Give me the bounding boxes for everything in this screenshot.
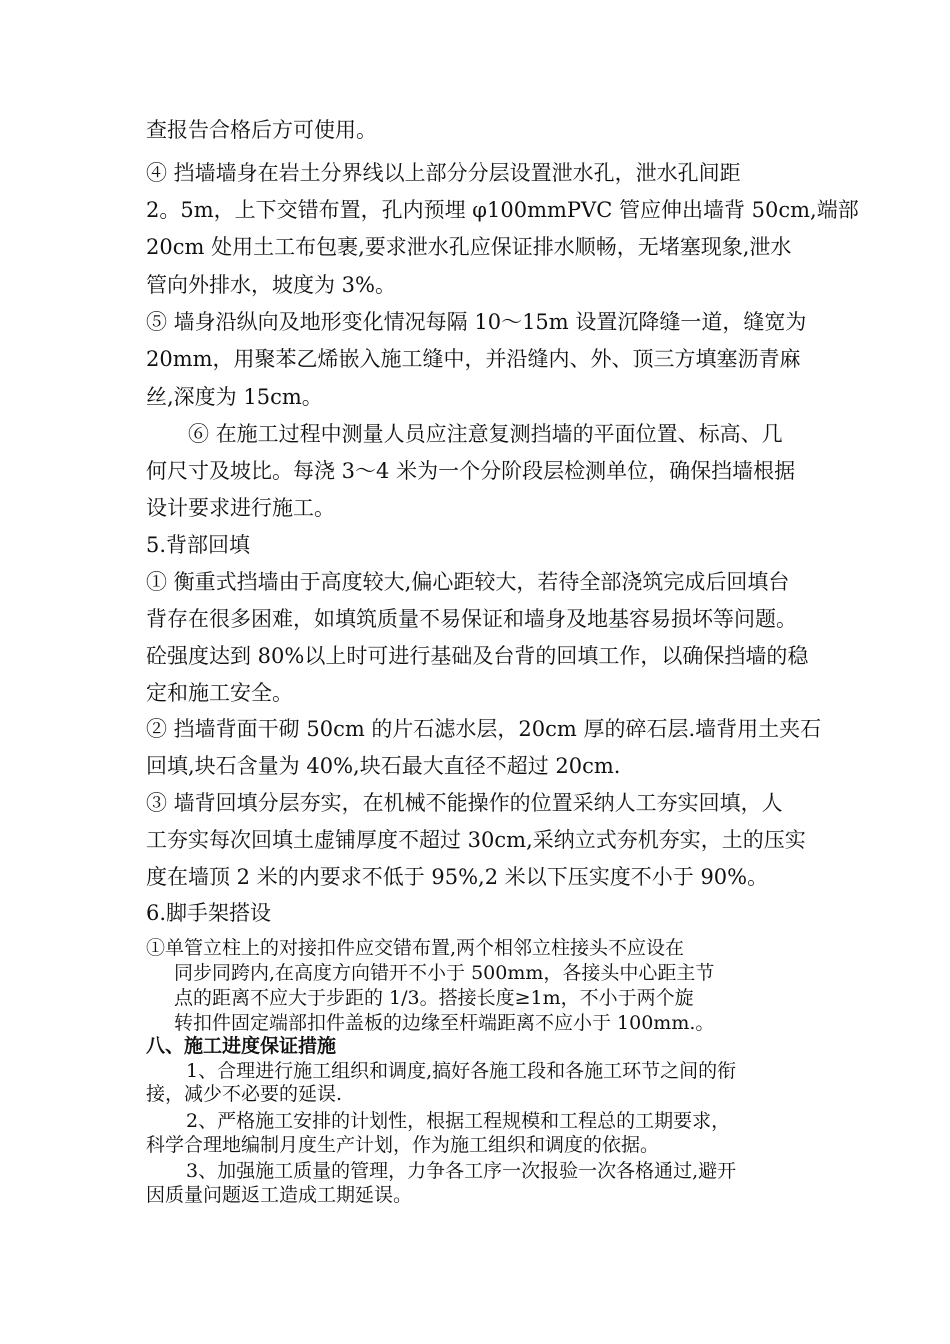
- text-line: ④ 挡墙墙身在岩土分界线以上部分分层设置泄水孔，泄水孔间距: [146, 161, 741, 185]
- text-line: 3、加强施工质量的管理，力争各工序一次报验一次各格通过,避开: [186, 1160, 737, 1182]
- text-line: 20cm 处用土工布包裹,要求泄水孔应保证排水顺畅，无堵塞现象,泄水: [146, 235, 792, 259]
- text-line: 砼强度达到 80%以上时可进行基础及台背的回填工作，以确保挡墙的稳: [146, 644, 809, 668]
- text-line: 1、合理进行施工组织和调度,搞好各施工段和各施工环节之间的衔: [186, 1060, 737, 1082]
- text-line: 2。5m，上下交错布置，孔内预埋 φ100mmPVC 管应伸出墙背 50cm,端部: [146, 198, 859, 222]
- text-line: ② 挡墙背面干砌 50cm 的片石滤水层，20cm 厚的碎石层.墙背用土夹石: [146, 717, 822, 741]
- text-line: 度在墙顶 2 米的内要求不低于 95%,2 米以下压实度不小于 90%。: [146, 865, 769, 889]
- text-line: ⑥ 在施工过程中测量人员应注意复测挡墙的平面位置、标高、几: [188, 422, 783, 446]
- text-line: 查报告合格后方可使用。: [146, 118, 377, 142]
- text-line: 何尺寸及坡比。每浇 3～4 米为一个分阶段层检测单位，确保挡墙根据: [146, 459, 796, 483]
- section-heading: 5.背部回填: [146, 533, 251, 557]
- text-line: 管向外排水，坡度为 3%。: [146, 273, 396, 297]
- text-line: 点的距离不应大于步距的 1/3。搭接长度≥1m，不小于两个旋: [174, 987, 694, 1009]
- text-line: ①单管立柱上的对接扣件应交错布置,两个相邻立柱接头不应设在: [146, 937, 685, 959]
- text-line: 工夯实每次回填土虚铺厚度不超过 30cm,采纳立式夯机夯实，土的压实: [146, 828, 806, 852]
- text-line: 科学合理地编制月度生产计划，作为施工组织和调度的依据。: [146, 1134, 660, 1156]
- text-line: 转扣件固定端部扣件盖板的边缘至杆端距离不应小于 100mm.。: [174, 1012, 715, 1034]
- text-line: 同步同跨内,在高度方向错开不小于 500mm，各接头中心距主节: [174, 962, 715, 984]
- text-line: 设计要求进行施工。: [146, 496, 335, 520]
- text-line: 定和施工安全。: [146, 681, 293, 705]
- section-heading: 6.脚手架搭设: [146, 901, 272, 925]
- text-line: ⑤ 墙身沿纵向及地形变化情况每隔 10～15m 设置沉降缝一道，缝宽为: [146, 310, 807, 334]
- text-line: 2、严格施工安排的计划性，根据工程规模和工程总的工期要求，: [186, 1110, 731, 1132]
- text-line: 20mm，用聚苯乙烯嵌入施工缝中，并沿缝内、外、顶三方填塞沥青麻: [146, 347, 801, 371]
- chapter-heading: 八、施工进度保证措施: [146, 1035, 337, 1057]
- text-line: 因质量问题返工造成工期延误。: [146, 1184, 413, 1206]
- text-line: 回填,块石含量为 40%,块石最大直径不超过 20cm.: [146, 754, 621, 778]
- text-line: ③ 墙背回填分层夯实，在机械不能操作的位置采纳人工夯实回填，人: [146, 791, 783, 815]
- text-line: 接，减少不必要的延误.: [146, 1083, 343, 1105]
- text-line: 背存在很多困难，如填筑质量不易保证和墙身及地基容易损坏等问题。: [146, 607, 797, 631]
- text-line: ① 衡重式挡墙由于高度较大,偏心距较大，若待全部浇筑完成后回填台: [146, 570, 790, 594]
- text-line: 丝,深度为 15cm。: [146, 385, 323, 409]
